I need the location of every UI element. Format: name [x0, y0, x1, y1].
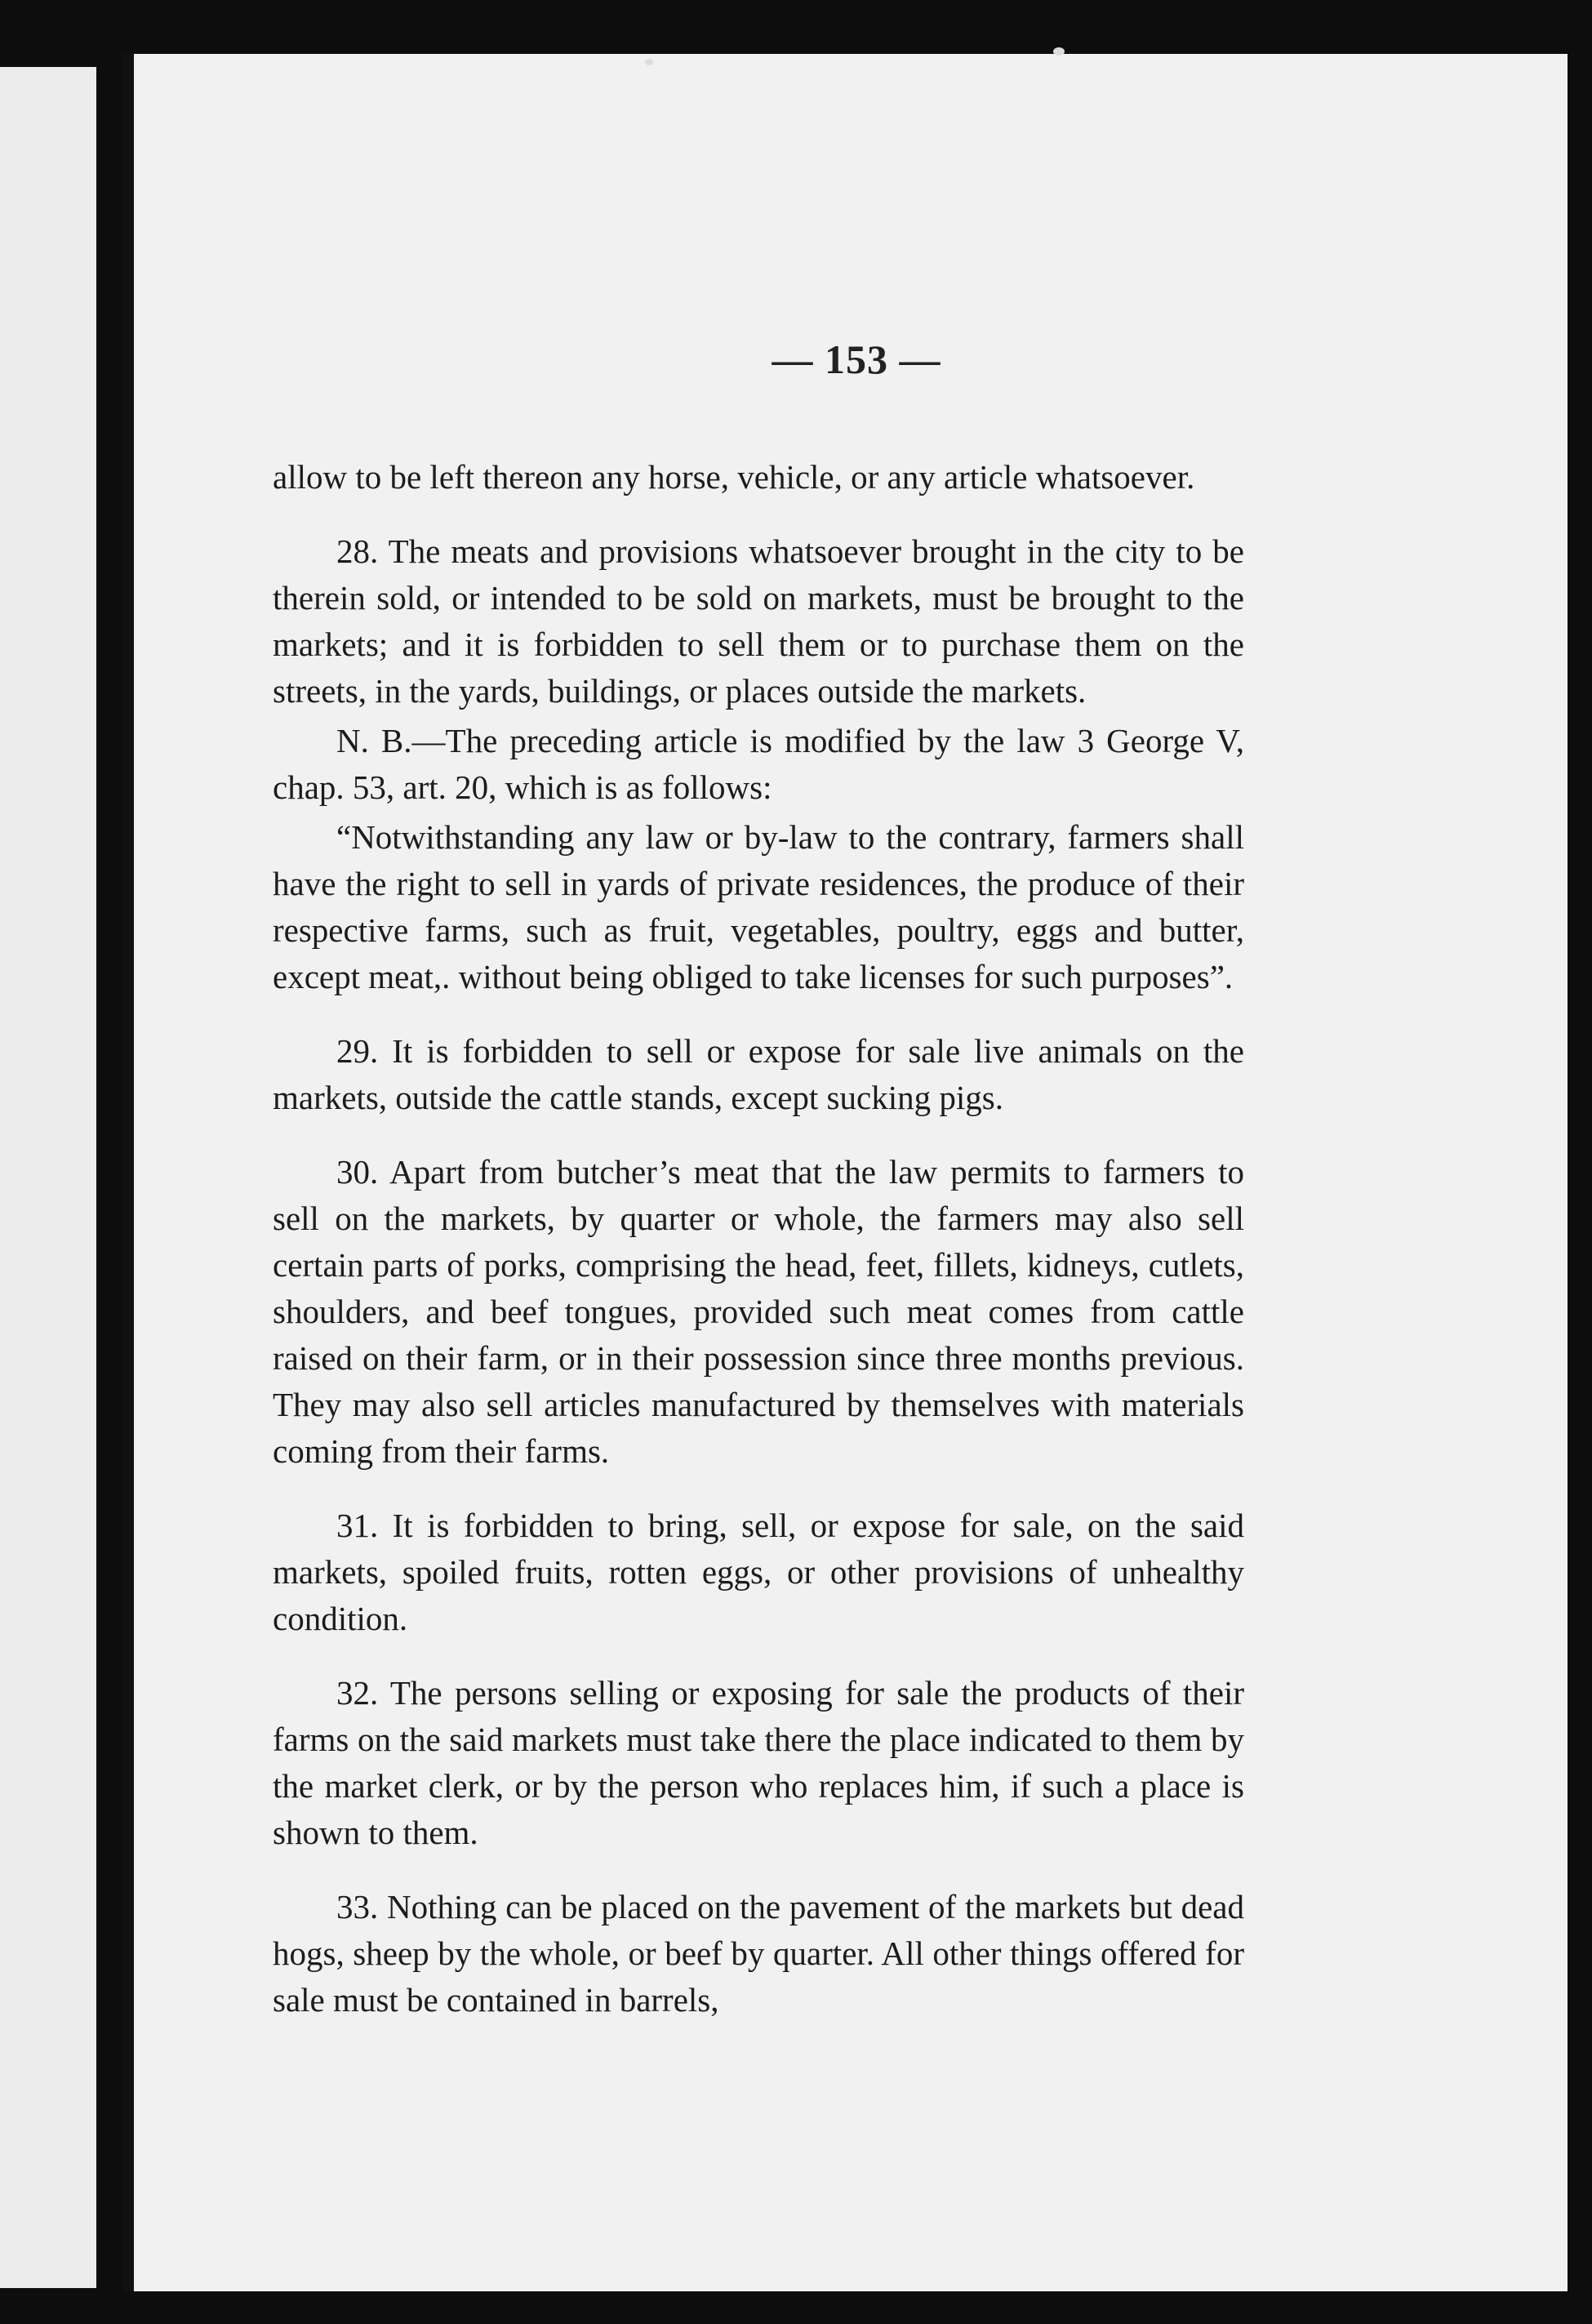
paragraph-article-31: 31. It is forbidden to bring, sell, or expose for sale, on the said markets, spoiled fruits, rotten eggs, or other provisions of unhealthy condition.	[273, 1507, 1244, 1637]
paragraph-article-29: 29. It is forbidden to sell or expose for sale live animals on the markets, outside the cattle stands, except sucking pigs.	[273, 1032, 1244, 1116]
page-number: — 153 —	[772, 336, 941, 382]
paragraph-article-33: 33. Nothing can be placed on the pavement of the markets but dead hogs, sheep by the whole, or beef by quarter. All other things offered for sale must be contained in barrels,	[273, 1888, 1244, 2019]
paragraph-article-32: 32. The persons selling or exposing for sale the products of their farms on the said markets must take there the place indicated to them by the market clerk, or by the person who replaces him, if such a place is shown to them.	[273, 1674, 1244, 1851]
scan-speck	[645, 59, 653, 65]
paragraph-article-28: 28. The meats and provisions whatsoever brought in the city to be therein sold, or intended to be sold on markets, must be brought to the markets; and it is forbidden to sell them or to purchase them on the streets, in the yards, buildings, or places outside the markets.	[273, 532, 1244, 710]
paragraph-quoted-law: “Notwithstanding any law or by-law to the contrary, farmers shall have the right to sell in yards of private residences, the produce of their respective farms, such as fruit, vegetables, poultry, eggs and butter, except meat,. without being obliged to take licenses for such purposes”.	[273, 818, 1244, 995]
paragraph-nota-bene: N. B.—The preceding article is modified by the law 3 George V, chap. 53, art. 20, which is as follows:	[273, 722, 1244, 806]
page-body	[273, 454, 1244, 2051]
book-page	[122, 54, 1568, 2291]
scan-speck	[1053, 47, 1065, 56]
paragraph-article-30: 30. Apart from butcher’s meat that the law permits to farmers to sell on the markets, by quarter or whole, the farmers may also sell certain parts of porks, comprising the head, feet, fillets, kidneys, cutlets, shoulders, and beef tongues, provided such meat comes from cattle raised on their farm, or in their possession since three months previous. They may also sell articles manufactured by themselves with materials coming from their farms.	[273, 1153, 1244, 1470]
facing-page-edge	[0, 67, 96, 2288]
paragraph-continuation: allow to be left thereon any horse, vehicle, or any article whatsoever.	[273, 458, 1195, 496]
